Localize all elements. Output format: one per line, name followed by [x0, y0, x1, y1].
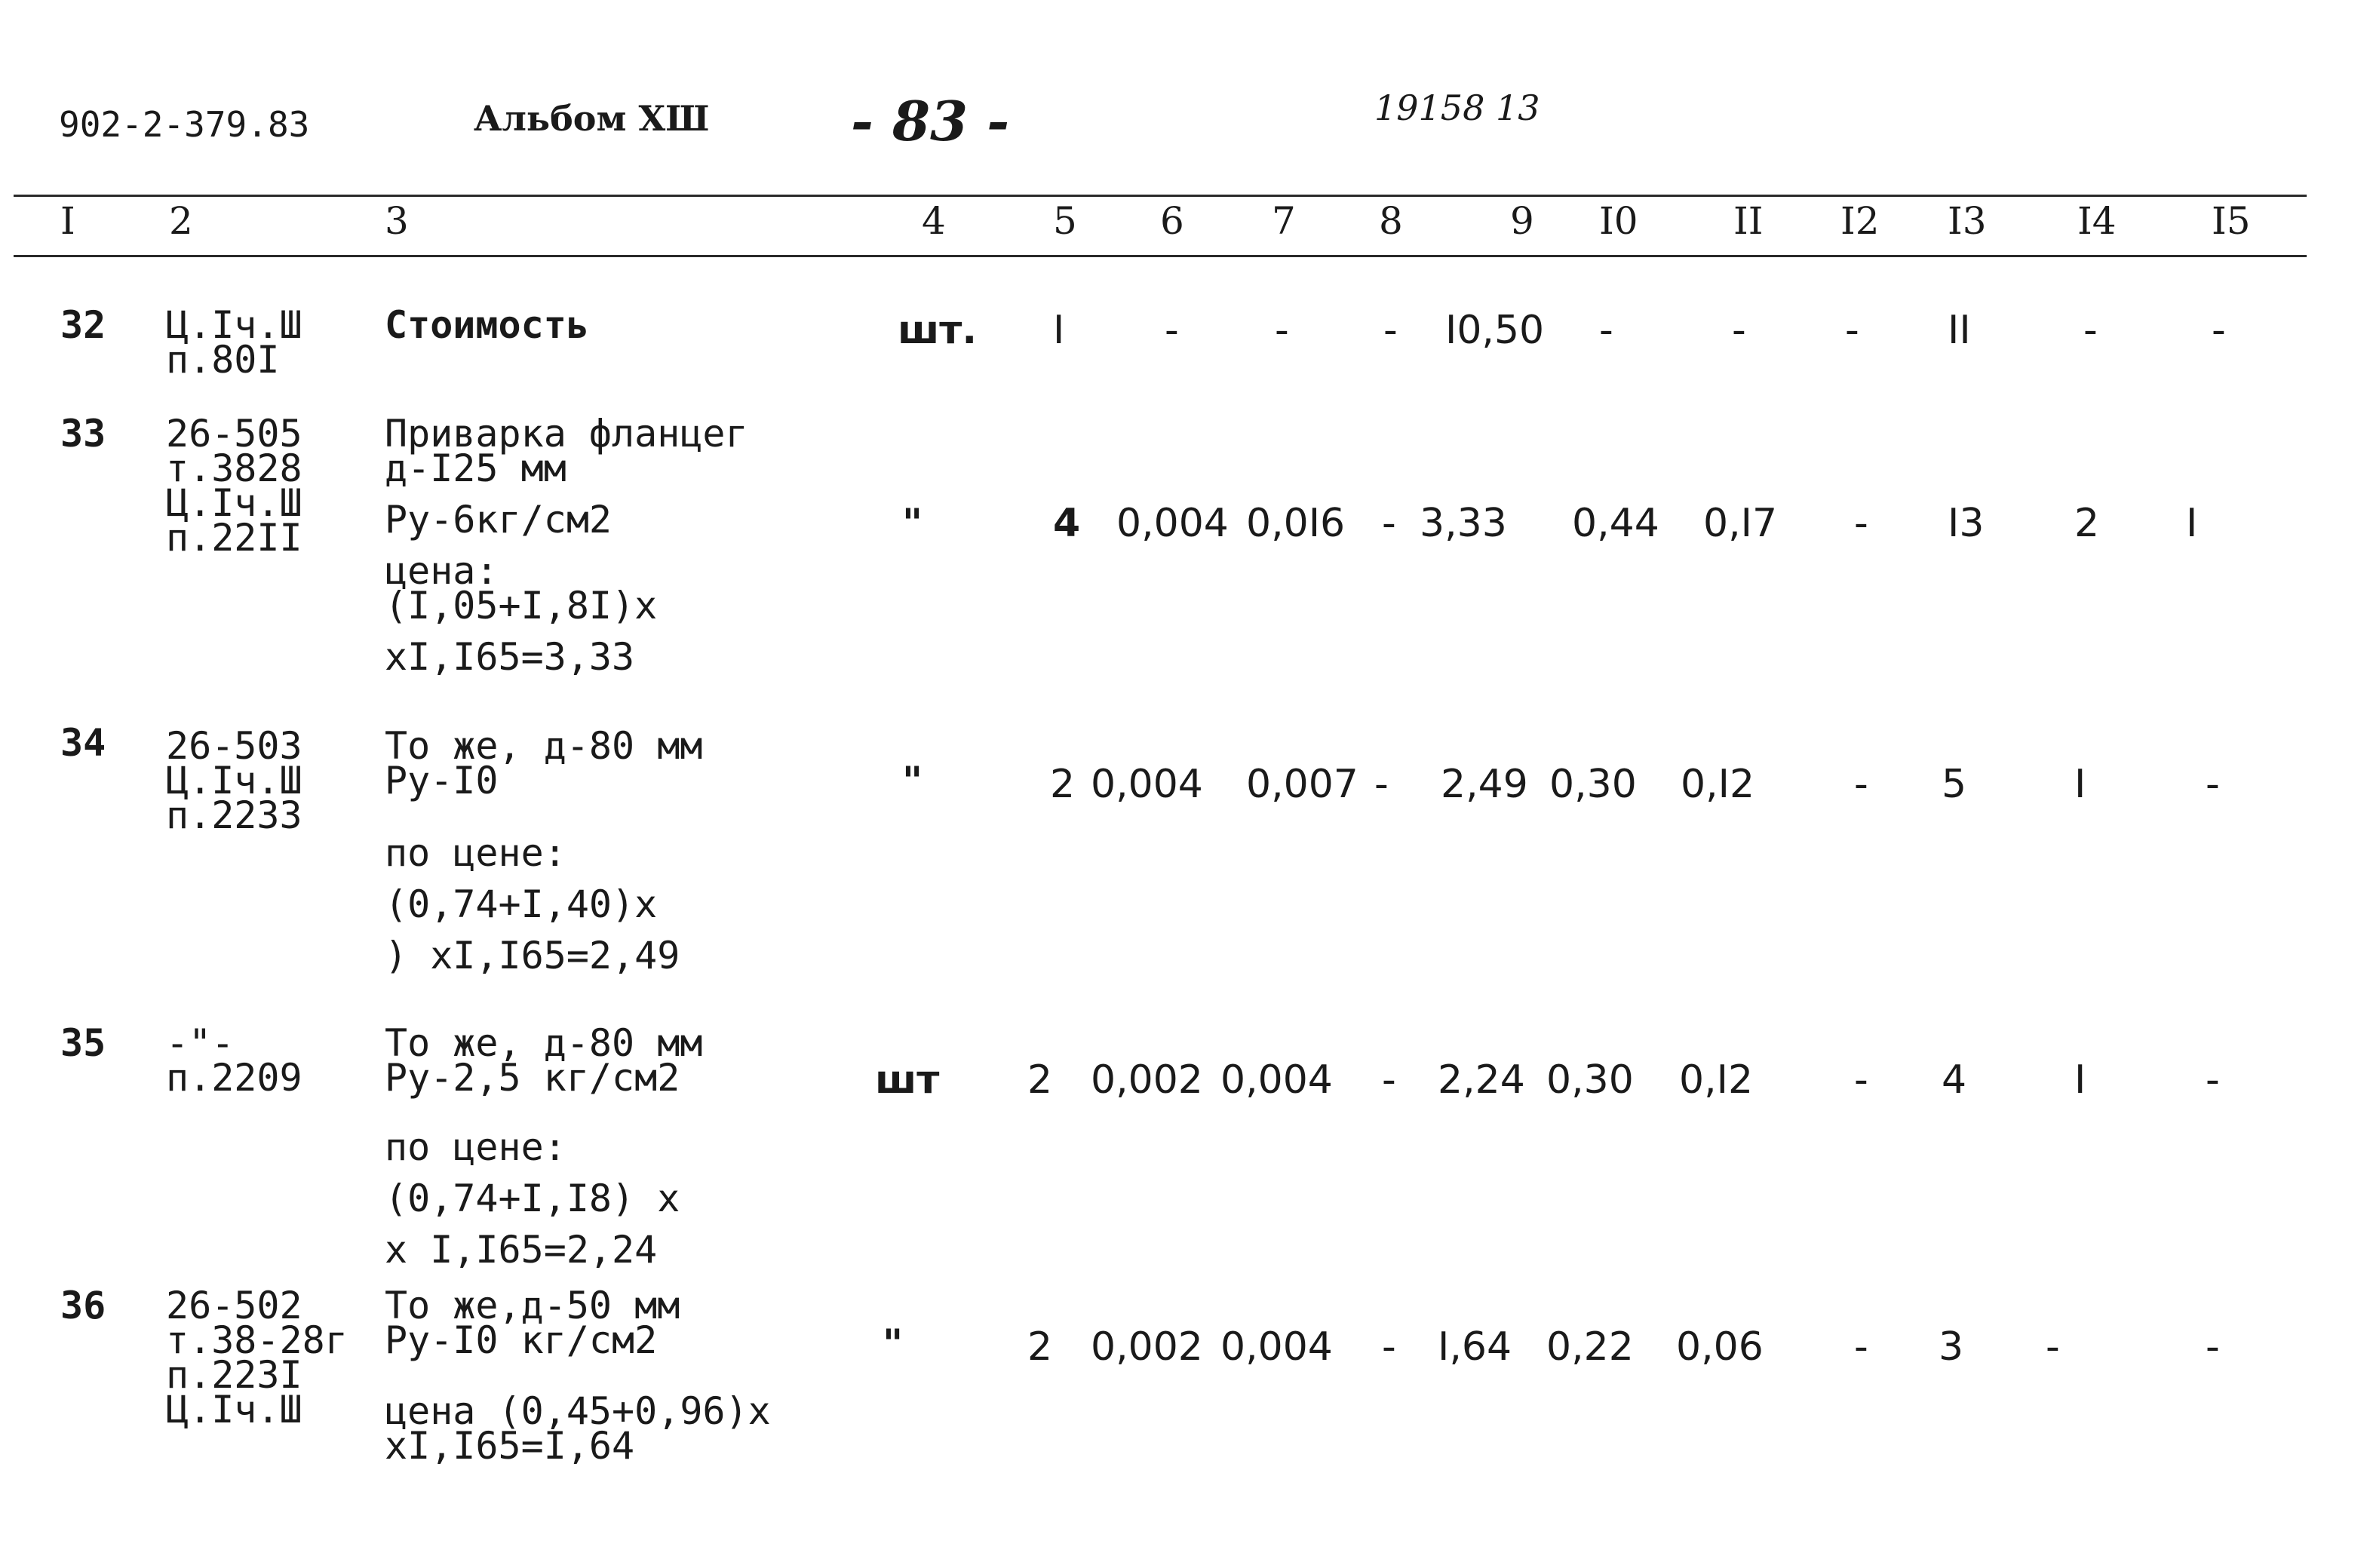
reference-line: п.22II — [166, 516, 302, 560]
description-line: Ру-I0 — [385, 759, 499, 802]
cell-col5: 2 — [1050, 762, 1076, 807]
cell-col11: 0,I2 — [1679, 1057, 1754, 1103]
description-line: x I,I65=2,24 — [385, 1228, 658, 1272]
row-reference — [166, 1021, 302, 1100]
cell-col13: 3 — [1939, 1324, 1964, 1370]
reference-line: Ц.Iч.Ш — [166, 1388, 302, 1431]
reference-line: п.2233 — [166, 793, 302, 837]
reference-line: -"- — [166, 1021, 235, 1065]
cell-col6: 0,004 — [1116, 501, 1229, 546]
description-line: по цене: — [385, 1125, 566, 1169]
archive-stamp: 19158 13 — [1374, 87, 1540, 128]
cell-col5: I — [1053, 308, 1065, 353]
cell-col10: 0,30 — [1549, 762, 1637, 807]
cell-col15: - — [2206, 1057, 2220, 1103]
row-number: 33 — [60, 412, 106, 456]
cell-col7: 0,004 — [1220, 1057, 1333, 1103]
cell-col6: 0,004 — [1091, 762, 1203, 807]
cell-col15: - — [2206, 1324, 2220, 1370]
cell-col12: - — [1854, 1324, 1868, 1370]
cell-col10: - — [1599, 308, 1613, 353]
column-header-6: 6 — [1160, 199, 1184, 243]
cell-col11: 0,I7 — [1703, 501, 1778, 546]
cell-col5: 2 — [1027, 1057, 1053, 1103]
cell-col13: I3 — [1948, 501, 1985, 546]
cell-col11: 0,06 — [1676, 1324, 1764, 1370]
description-line: То же, д-80 мм — [385, 724, 703, 768]
table-top-rule — [14, 195, 2307, 197]
cell-col7: 0,007 — [1246, 762, 1358, 807]
description-line: То же, д-80 мм — [385, 1021, 703, 1065]
cell-col15: - — [2212, 308, 2226, 353]
row-description — [385, 1021, 703, 1272]
row-reference — [166, 412, 302, 560]
cell-col12: - — [1854, 1057, 1868, 1103]
cell-col8: - — [1374, 762, 1389, 807]
cell-col7: 0,004 — [1220, 1324, 1333, 1370]
description-line: (I,05+I,8I)x — [385, 584, 658, 628]
description-line: Стоимость — [385, 303, 589, 347]
column-header-7: 7 — [1272, 199, 1296, 243]
cell-col15: I — [2186, 501, 2198, 546]
reference-line: п.223I — [166, 1353, 302, 1397]
description-line: xI,I65=I,64 — [385, 1424, 635, 1468]
reference-line: т.3828 — [166, 446, 302, 490]
cell-col15: - — [2206, 762, 2220, 807]
cell-col14: I — [2074, 762, 2086, 807]
cell-col14: - — [2083, 308, 2098, 353]
cell-col8: - — [1382, 501, 1396, 546]
cell-col14: I — [2074, 1057, 2086, 1103]
cell-col5: 2 — [1027, 1324, 1053, 1370]
cell-col13: II — [1948, 308, 1971, 353]
cell-unit: " — [902, 501, 923, 546]
table-header-rule — [14, 255, 2307, 257]
description-line: д-I25 мм — [385, 446, 566, 490]
cell-col10: 0,44 — [1572, 501, 1659, 546]
cell-col10: 0,22 — [1546, 1324, 1634, 1370]
cell-col9: I0,50 — [1445, 308, 1545, 353]
description-line: цена (0,45+0,96)x — [385, 1389, 771, 1433]
description-line: xI,I65=3,33 — [385, 635, 635, 679]
description-line: То же,д-50 мм — [385, 1284, 680, 1327]
column-header-1: I — [60, 199, 75, 243]
row-reference — [166, 303, 302, 382]
cell-unit: шт — [875, 1057, 940, 1103]
document-code: 902-2-379.83 — [59, 104, 310, 145]
reference-line: п.80I — [166, 338, 280, 382]
cell-col12: - — [1845, 308, 1859, 353]
album-label: Альбом XШ — [474, 98, 710, 139]
cell-col14: 2 — [2074, 501, 2100, 546]
cell-col13: 5 — [1942, 762, 1967, 807]
description-line: ) xI,I65=2,49 — [385, 934, 680, 977]
cell-col8: - — [1382, 1324, 1396, 1370]
cell-col8: - — [1383, 308, 1398, 353]
cell-unit: шт. — [898, 308, 978, 353]
column-header-8: 8 — [1379, 199, 1403, 243]
column-header-2: 2 — [169, 199, 193, 243]
cell-col9: I,64 — [1438, 1324, 1512, 1370]
cell-col6: - — [1165, 308, 1179, 353]
row-reference — [166, 1284, 348, 1431]
reference-line: 26-503 — [166, 724, 302, 768]
page-number: - 83 - — [851, 89, 1010, 153]
column-header-10: I0 — [1599, 199, 1638, 243]
description-line: Приварка фланцег — [385, 412, 748, 456]
column-header-3: 3 — [385, 199, 409, 243]
cell-col14: - — [2046, 1324, 2060, 1370]
row-number: 35 — [60, 1021, 106, 1065]
description-line: (0,74+I,40)x — [385, 882, 658, 926]
cell-col8: - — [1382, 1057, 1396, 1103]
cell-col9: 2,24 — [1438, 1057, 1525, 1103]
description-line: цена: — [385, 549, 499, 593]
description-line: (0,74+I,I8) x — [385, 1177, 680, 1220]
cell-col6: 0,002 — [1091, 1057, 1203, 1103]
row-description — [385, 303, 589, 347]
reference-line: т.38-28г — [166, 1318, 348, 1362]
cell-unit: " — [883, 1321, 904, 1367]
reference-line: Ц.Iч.Ш — [166, 481, 302, 525]
column-header-15: I5 — [2212, 199, 2251, 243]
row-number: 34 — [60, 721, 106, 765]
cell-col12: - — [1854, 762, 1868, 807]
cell-col13: 4 — [1942, 1057, 1967, 1103]
row-reference — [166, 724, 302, 837]
column-header-14: I4 — [2077, 199, 2117, 243]
cell-col11: 0,I2 — [1681, 762, 1755, 807]
description-line: Ру-6кг/см2 — [385, 498, 612, 542]
description-line: Ру-2,5 кг/см2 — [385, 1056, 680, 1100]
row-description — [385, 1284, 771, 1468]
column-header-4: 4 — [922, 199, 946, 243]
row-description — [385, 412, 748, 679]
reference-line: 26-502 — [166, 1284, 302, 1327]
column-header-12: I2 — [1840, 199, 1880, 243]
cell-unit: " — [902, 759, 923, 804]
reference-line: Ц.Iч.Ш — [166, 303, 302, 347]
cell-col12: - — [1854, 501, 1868, 546]
column-header-11: II — [1733, 199, 1764, 243]
reference-line: 26-505 — [166, 412, 302, 456]
row-number: 36 — [60, 1284, 106, 1327]
cell-col9: 2,49 — [1441, 762, 1528, 807]
column-header-9: 9 — [1510, 199, 1534, 243]
cell-col5: 4 — [1053, 501, 1081, 546]
description-line: Ру-I0 кг/см2 — [385, 1318, 658, 1362]
description-line: по цене: — [385, 831, 566, 875]
column-header-13: I3 — [1948, 199, 1987, 243]
reference-line: п.2209 — [166, 1056, 302, 1100]
cell-col11: - — [1732, 308, 1746, 353]
cell-col7: - — [1275, 308, 1289, 353]
cell-col6: 0,002 — [1091, 1324, 1203, 1370]
cell-col9: 3,33 — [1420, 501, 1507, 546]
reference-line: Ц.Iч.Ш — [166, 759, 302, 802]
column-header-5: 5 — [1053, 199, 1077, 243]
row-description — [385, 724, 703, 977]
cell-col7: 0,0I6 — [1246, 501, 1346, 546]
row-number: 32 — [60, 303, 106, 347]
cell-col10: 0,30 — [1546, 1057, 1634, 1103]
